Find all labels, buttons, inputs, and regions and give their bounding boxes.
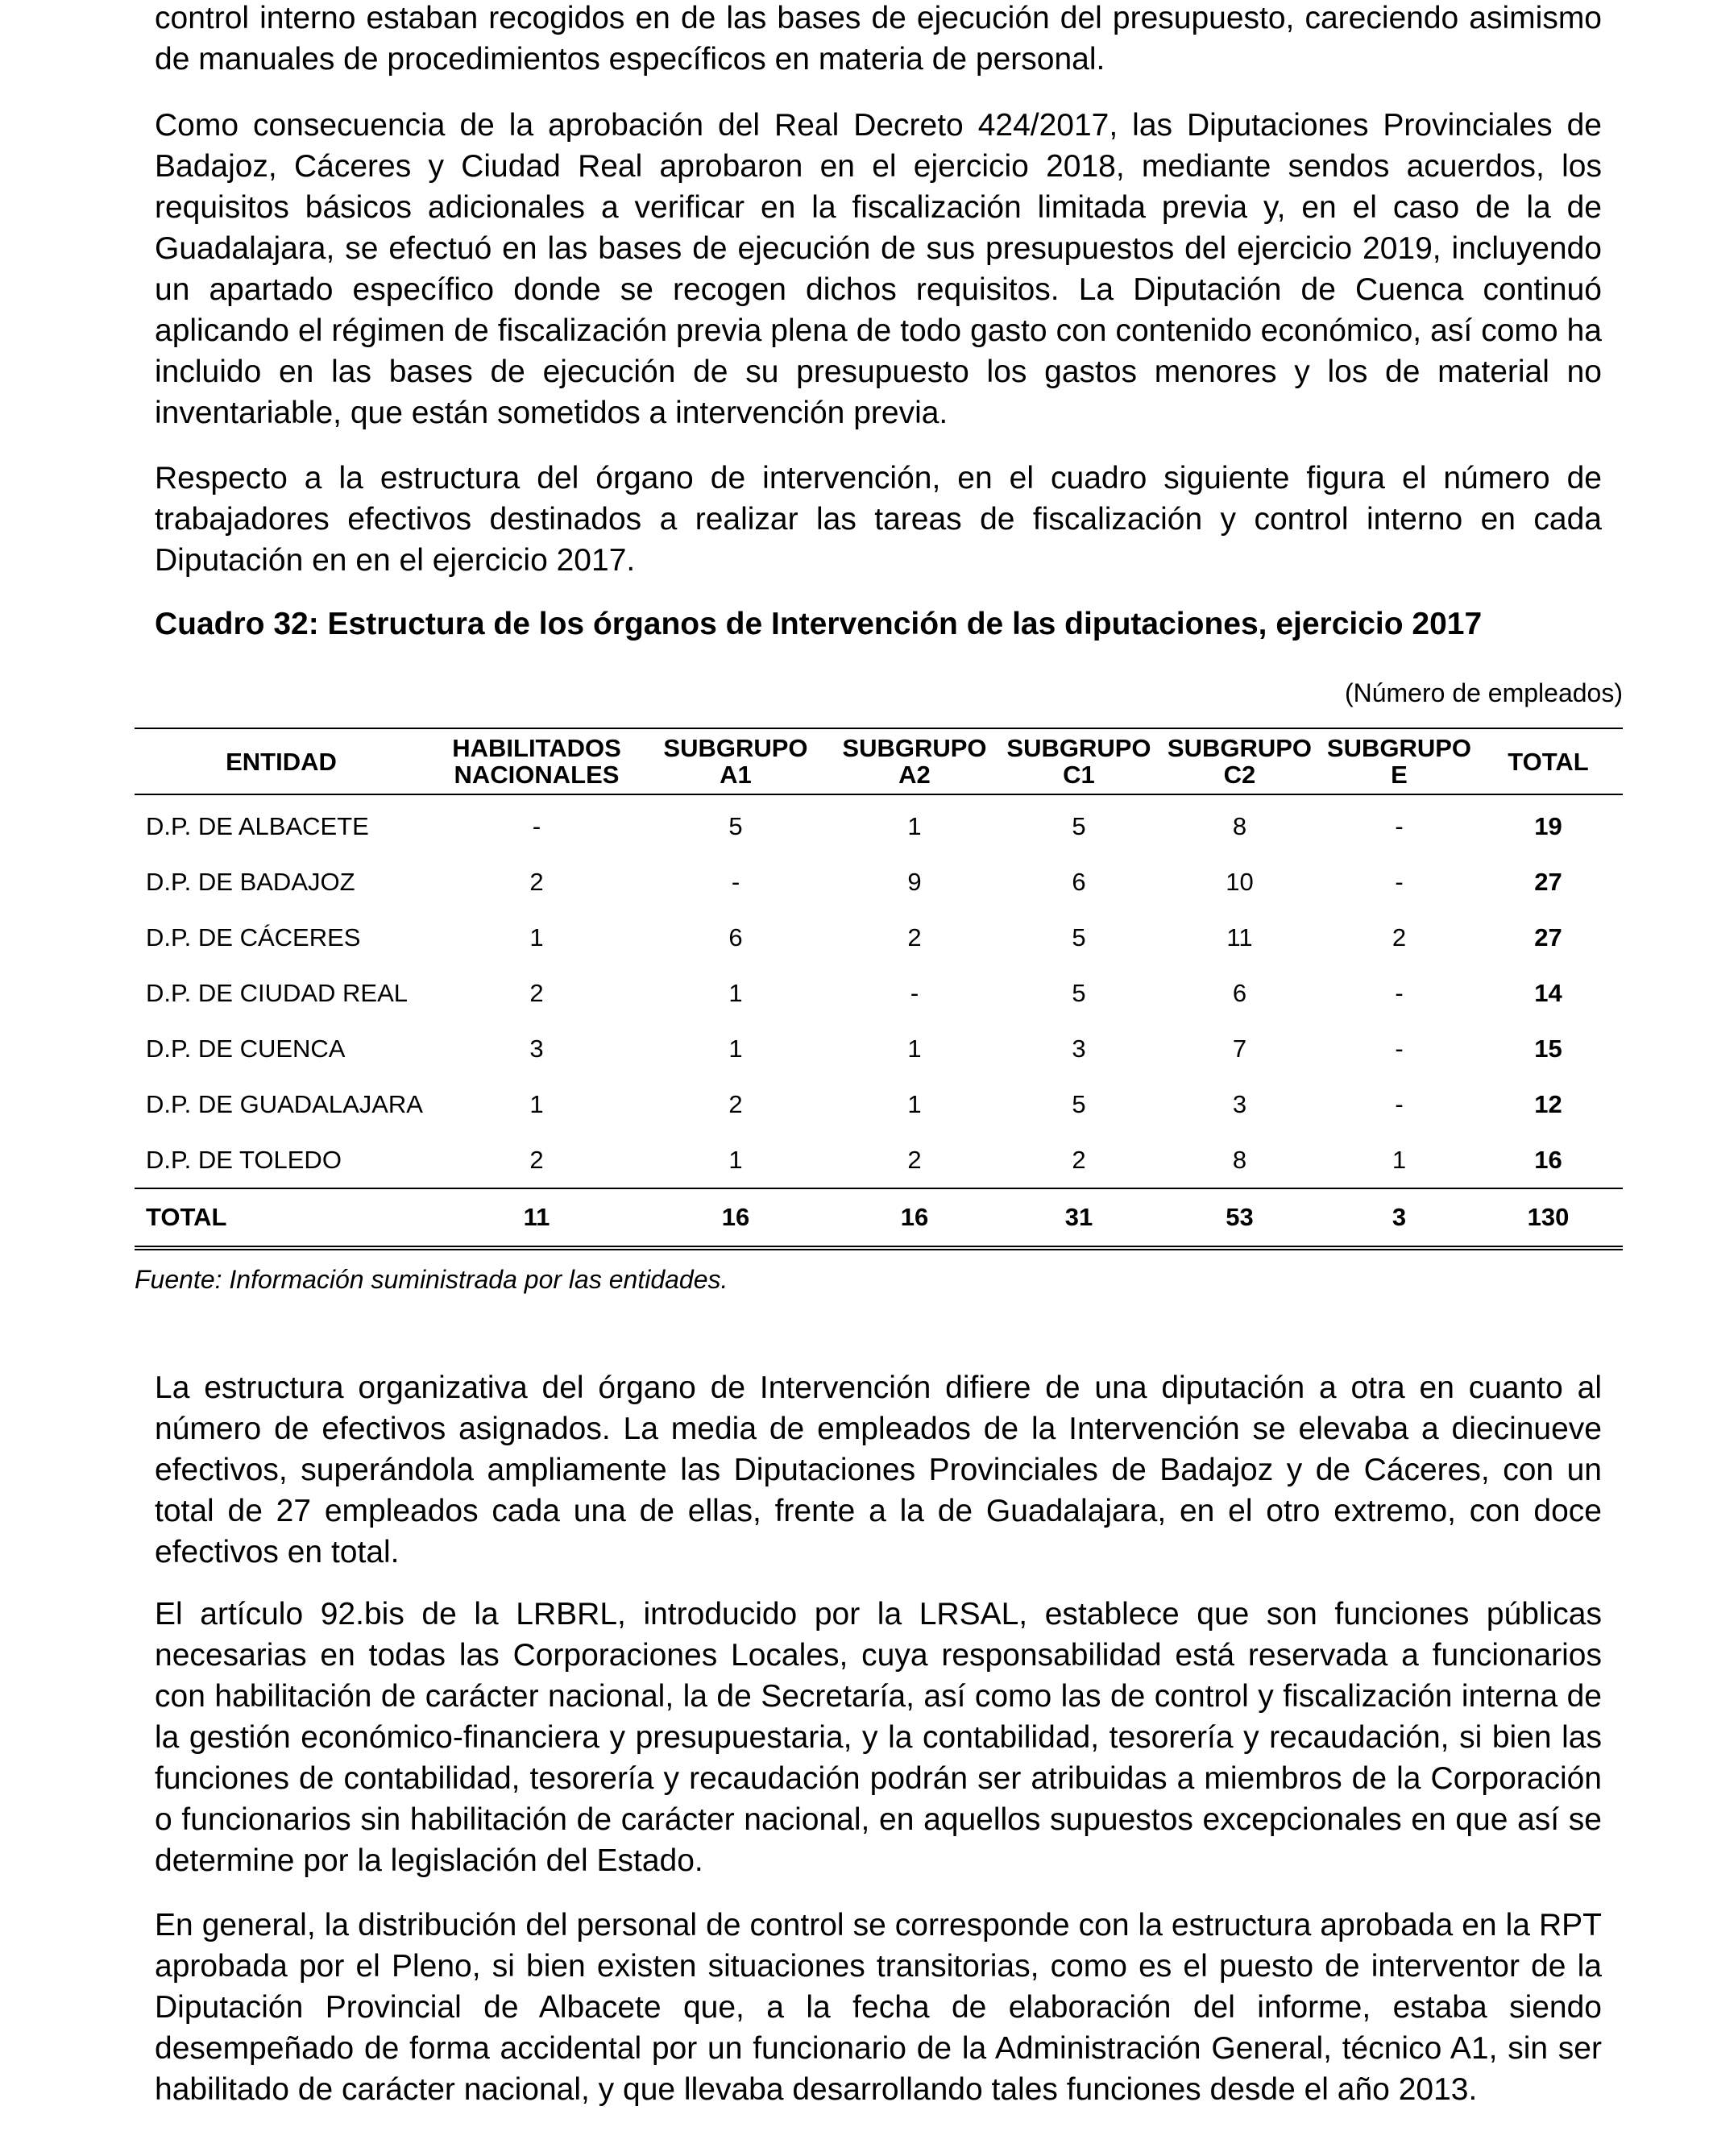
table-cell: 2 [1392, 923, 1407, 952]
table-cell: 2 [1072, 1145, 1086, 1174]
table-cell: - [1395, 811, 1404, 840]
paragraph-distribucion-personal: En general, la distribución del personal de control se corresponde con la estructura aprobada en la RPT aprobada por el Pleno, si bien existen situaciones transitorias, como es el puesto de interventor de la Diputación Provincial de Albacete que, a la fecha de elaboración del informe, estaba siendo desempeñado de forma accidental por un funcionario de la Administración General, técnico A1, sin ser habilitado de carácter nacional, y que llevaba desarrollando tales funciones desde el año 2013. [155, 1908, 1602, 2107]
table-cell: 1 [1392, 1145, 1407, 1174]
table-cell: 1 [728, 1034, 743, 1063]
table-row [135, 1132, 1623, 1188]
total-row-cell: 53 [1226, 1203, 1254, 1231]
table-cell-total: 27 [1534, 867, 1562, 896]
column-header-total: TOTAL [1508, 747, 1589, 776]
table-cell-entidad: D.P. DE TOLEDO [146, 1145, 342, 1174]
intervention-structure-table [135, 728, 1623, 1250]
table-cell-total: 14 [1534, 978, 1562, 1007]
table-cell-total: 16 [1534, 1145, 1562, 1174]
paragraph-real-decreto: Como consecuencia de la aprobación del Real Decreto 424/2017, las Diputaciones Provinciales de Badajoz, Cáceres y Ciudad Real aprobaron en el ejercicio 2018, mediante sendos acuerdos, los requisitos básicos adicionales a verificar en la fiscalización limitada previa y, en el caso de la de Guadalajara, se efectuó en las bases de ejecución de sus presupuestos del ejercicio 2019, incluyendo un apartado específico donde se recogen dichos requisitos. La Diputación de Cuenca continuó aplicando el régimen de fiscalización previa plena de todo gasto con contenido económico, así como ha incluido en las bases de ejecución de su presupuesto los gastos menores y los de material no inventariable, que están sometidos a intervención previa. [155, 108, 1602, 430]
paragraph-estructura-analisis: La estructura organizativa del órgano de Intervención difiere de una diputación a otra en cuanto al número de efectivos asignados. La media de empleados de la Intervención se elevaba a diecinueve efectivos, superándola ampliamente las Diputaciones Provinciales de Badajoz y de Cáceres, con un total de 27 empleados cada una de ellas, frente a la de Guadalajara, en el otro extremo, con doce efectivos en total. [155, 1370, 1602, 1569]
table-cell: 8 [1232, 811, 1247, 840]
table-cell: 9 [907, 867, 922, 896]
table-cell: - [731, 867, 740, 896]
table-cell: 5 [728, 811, 743, 840]
total-row-grand-total: 130 [1527, 1203, 1570, 1231]
table-cell: 1 [907, 1034, 922, 1063]
table-cell-entidad: D.P. DE CÁCERES [146, 923, 361, 952]
table-source-note: Fuente: Información suministrada por las entidades. [135, 1265, 728, 1294]
table-cell: 5 [1072, 978, 1086, 1007]
table-body [135, 794, 1623, 1188]
total-row-cell: 31 [1064, 1203, 1093, 1231]
table-row [135, 854, 1623, 910]
table-row [135, 1021, 1623, 1076]
table-row [135, 965, 1623, 1021]
table-cell: 1 [907, 1089, 922, 1118]
table-units-note: (Número de empleados) [1344, 678, 1623, 707]
paragraph-intro-continuation: control interno estaban recogidos en de las bases de ejecución del presupuesto, careciendo asimismo de manuales de procedimientos específicos en materia de personal. [155, 1, 1602, 77]
table-cell: 1 [907, 811, 922, 840]
table-cell-entidad: D.P. DE ALBACETE [146, 811, 369, 840]
table-cell: 5 [1072, 1089, 1086, 1118]
table-row [135, 794, 1623, 854]
total-row-cell: 16 [721, 1203, 750, 1231]
table-cell: 10 [1226, 867, 1254, 896]
table-total-row [135, 1188, 1623, 1248]
table-row [135, 1076, 1623, 1132]
table-row [135, 910, 1623, 965]
table-cell: - [532, 811, 541, 840]
column-header-subgrupo-a1: SUBGRUPO A1 [663, 734, 808, 789]
table-cell: - [910, 978, 919, 1007]
column-header-subgrupo-a2: SUBGRUPO A2 [842, 734, 987, 789]
table-cell: - [1395, 978, 1404, 1007]
table-cell: - [1395, 867, 1404, 896]
table-cell: 3 [1232, 1089, 1247, 1118]
table-cell: 8 [1232, 1145, 1247, 1174]
paragraph-articulo-92bis: El artículo 92.bis de la LRBRL, introducido por la LRSAL, establece que son funciones públicas necesarias en todas las Corporaciones Locales, cuya responsabilidad está reservada a funcionarios con habilitación de carácter nacional, la de Secretaría, así como las de control y fiscalización interna de la gestión económico-financiera y presupuestaria, y la contabilidad, tesorería y recaudación, si bien las funciones de contabilidad, tesorería y recaudación podrán ser atribuidas a miembros de la Corporación o funcionarios sin habilitación de carácter nacional, en aquellos supuestos excepcionales en que así se determine por la legislación del Estado. [155, 1597, 1602, 1878]
total-row-label: TOTAL [146, 1203, 227, 1231]
table-cell: 2 [529, 978, 544, 1007]
table-cell: 1 [529, 923, 544, 952]
table-cell-entidad: D.P. DE CUENCA [146, 1034, 346, 1063]
paragraph-estructura-intro: Respecto a la estructura del órgano de intervención, en el cuadro siguiente figura el número de trabajadores efectivos destinados a realizar las tareas de fiscalización y control interno en cada Diputación en en el ejercicio 2017. [155, 461, 1602, 578]
table-header-row [135, 728, 1623, 794]
table-header [135, 728, 1623, 794]
table-cell: - [1395, 1034, 1404, 1063]
table-cell: 5 [1072, 923, 1086, 952]
total-row-cell: 3 [1392, 1203, 1407, 1231]
column-header-subgrupo-c2: SUBGRUPO C2 [1167, 734, 1313, 789]
table-cell: 1 [529, 1089, 544, 1118]
table-cell-total: 12 [1534, 1089, 1562, 1118]
total-row-cell: 16 [900, 1203, 929, 1231]
table-cell: 11 [1226, 923, 1253, 952]
column-header-subgrupo-e: SUBGRUPO E [1326, 734, 1472, 789]
table-cell: 1 [728, 1145, 743, 1174]
table-cell-entidad: D.P. DE BADAJOZ [146, 867, 355, 896]
table-cell: 6 [1232, 978, 1247, 1007]
table-cell: 7 [1232, 1034, 1247, 1063]
table-cell: - [1395, 1089, 1404, 1118]
column-header-habilitados: HABILITADOS NACIONALES [452, 734, 621, 789]
table-cell-entidad: D.P. DE GUADALAJARA [146, 1089, 423, 1118]
data-table [135, 728, 1623, 1250]
table-cell: 6 [728, 923, 743, 952]
table-footer [135, 1188, 1623, 1248]
table-cell: 2 [728, 1089, 743, 1118]
column-header-entidad: ENTIDAD [226, 747, 337, 776]
table-cell: 2 [529, 1145, 544, 1174]
table-cell-total: 27 [1534, 923, 1562, 952]
table-cell: 2 [529, 867, 544, 896]
table-cell: 3 [529, 1034, 544, 1063]
table-cell: 5 [1072, 811, 1086, 840]
table-title: Cuadro 32: Estructura de los órganos de Intervención de las diputaciones, ejercicio 2017 [155, 607, 1483, 641]
table-cell: 6 [1072, 867, 1086, 896]
table-cell: 2 [907, 923, 922, 952]
table-cell-total: 19 [1534, 811, 1562, 840]
total-row-cell: 11 [523, 1203, 550, 1231]
table-cell-total: 15 [1534, 1034, 1562, 1063]
table-cell: 3 [1072, 1034, 1086, 1063]
table-cell: 2 [907, 1145, 922, 1174]
column-header-subgrupo-c1: SUBGRUPO C1 [1006, 734, 1151, 789]
table-cell-entidad: D.P. DE CIUDAD REAL [146, 978, 409, 1007]
table-cell: 1 [728, 978, 743, 1007]
